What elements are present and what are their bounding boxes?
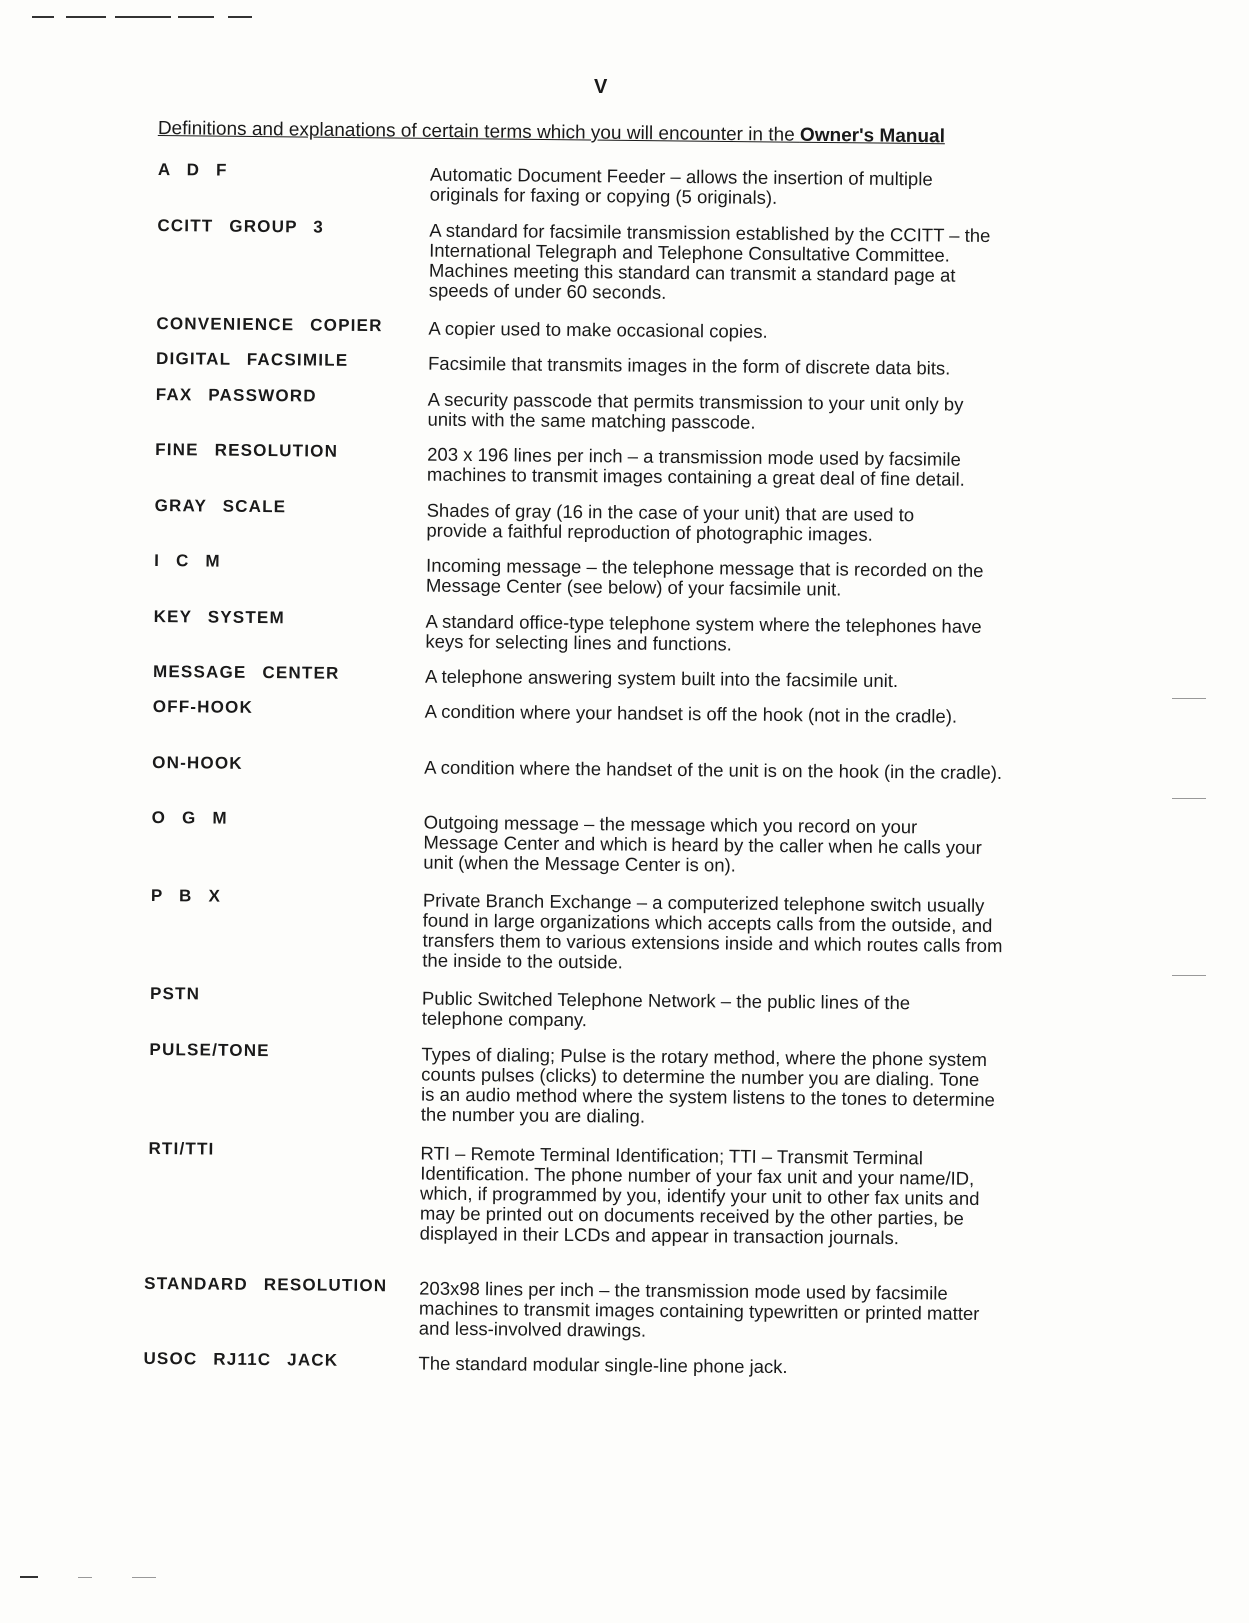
- glossary-term: PSTN: [149, 983, 201, 1004]
- glossary-definition: Types of dialing; Pulse is the rotary method, where the phone system counts pulses (clicks) to determine the number you are dialing. Tone is an audio method where the system listens to the tones to determine the number you are dialing.: [420, 1043, 995, 1127]
- glossary-definition: The standard modular single-line phone jack.: [418, 1352, 788, 1378]
- glossary-term: A D F: [157, 159, 228, 180]
- glossary-definition: A standard for facsimile transmission established by the CCITT – the International Telegraph and Telephone Consultative Committee. Machines meeting this standard can transmit a standard page at speeds of under 60 seconds.: [428, 219, 991, 303]
- glossary-term: DIGITAL FACSIMILE: [156, 348, 349, 370]
- glossary-term: MESSAGE CENTER: [152, 661, 340, 683]
- glossary-definition: Outgoing message – the message which you record on your Message Center and which is heard by the caller when he calls your unit (when the Message Center is on).: [423, 811, 982, 876]
- manual-title: Owner's Manual: [799, 124, 946, 148]
- glossary-term: CCITT GROUP 3: [157, 215, 325, 237]
- glossary-definition: A standard office-type telephone system where the telephones have keys for selecting lines and functions.: [425, 610, 982, 655]
- glossary-term: RTI/TTI: [148, 1138, 215, 1159]
- glossary-definition: Facsimile that transmits images in the form of discrete data bits.: [427, 352, 951, 379]
- glossary-definition: Public Switched Telephone Network – the public lines of the telephone company.: [421, 987, 911, 1031]
- glossary-term: CONVENIENCE COPIER: [156, 313, 383, 336]
- glossary-definition: Private Branch Exchange – a computerized telephone switch usually found in large organizations which accepts calls from the outside, and transfers them to various extensions inside and which routes calls from the inside to the outside.: [422, 889, 1003, 973]
- glossary-definition: A security passcode that permits transmission to your unit only by units with the same matching passcode.: [427, 388, 964, 433]
- glossary-term: FAX PASSWORD: [155, 384, 317, 406]
- glossary-definition: RTI – Remote Terminal Identification; TTI – Transmit Terminal Identification. The phone number of your fax unit and your name/ID, which, if programmed by you, identify your unit to other fax units and may be printed out on documents received by the other parties, be displayed in their LCDs and appear in transaction journals.: [419, 1142, 980, 1249]
- page-number: V: [594, 76, 608, 98]
- glossary-definition: Automatic Document Feeder – allows the insertion of multiple originals for faxing or copying (5 originals).: [429, 163, 933, 208]
- glossary-term: PULSE/TONE: [149, 1039, 270, 1061]
- glossary-definition: 203 x 196 lines per inch – a transmission mode used by facsimile machines to transmit images containing a great deal of fine detail.: [426, 443, 965, 490]
- glossary-term: I C M: [154, 550, 221, 571]
- heading-text: Definitions and explanations of certain terms which you will encounter in the: [157, 118, 801, 146]
- glossary-definition: 203x98 lines per inch – the transmission mode used by facsimile machines to transmit images containing typewritten or printed matter and less-involved drawings.: [418, 1277, 980, 1341]
- glossary-term: KEY SYSTEM: [153, 606, 285, 628]
- glossary-term: P B X: [150, 885, 222, 906]
- glossary-term: O G M: [151, 807, 228, 828]
- glossary-term: ON-HOOK: [152, 752, 243, 773]
- glossary-term: OFF-HOOK: [152, 696, 254, 717]
- glossary-term: GRAY SCALE: [154, 495, 287, 517]
- glossary-term: USOC RJ11C JACK: [143, 1348, 339, 1370]
- glossary-definition: A condition where the handset of the unit is on the hook (in the cradle).: [424, 756, 1003, 784]
- glossary-term: FINE RESOLUTION: [155, 439, 339, 461]
- glossary-definition: A copier used to make occasional copies.: [428, 317, 768, 342]
- glossary-definition: Shades of gray (16 in the case of your unit) that are used to provide a faithful reproduction of photographic images.: [426, 499, 915, 545]
- glossary-definition: A telephone answering system built into the facsimile unit.: [424, 665, 899, 692]
- glossary-definition: Incoming message – the telephone message that is recorded on the Message Center (see below) of your facsimile unit.: [425, 554, 984, 600]
- glossary-definition: A condition where your handset is off the hook (not in the cradle).: [424, 700, 958, 727]
- glossary-term: STANDARD RESOLUTION: [144, 1273, 388, 1296]
